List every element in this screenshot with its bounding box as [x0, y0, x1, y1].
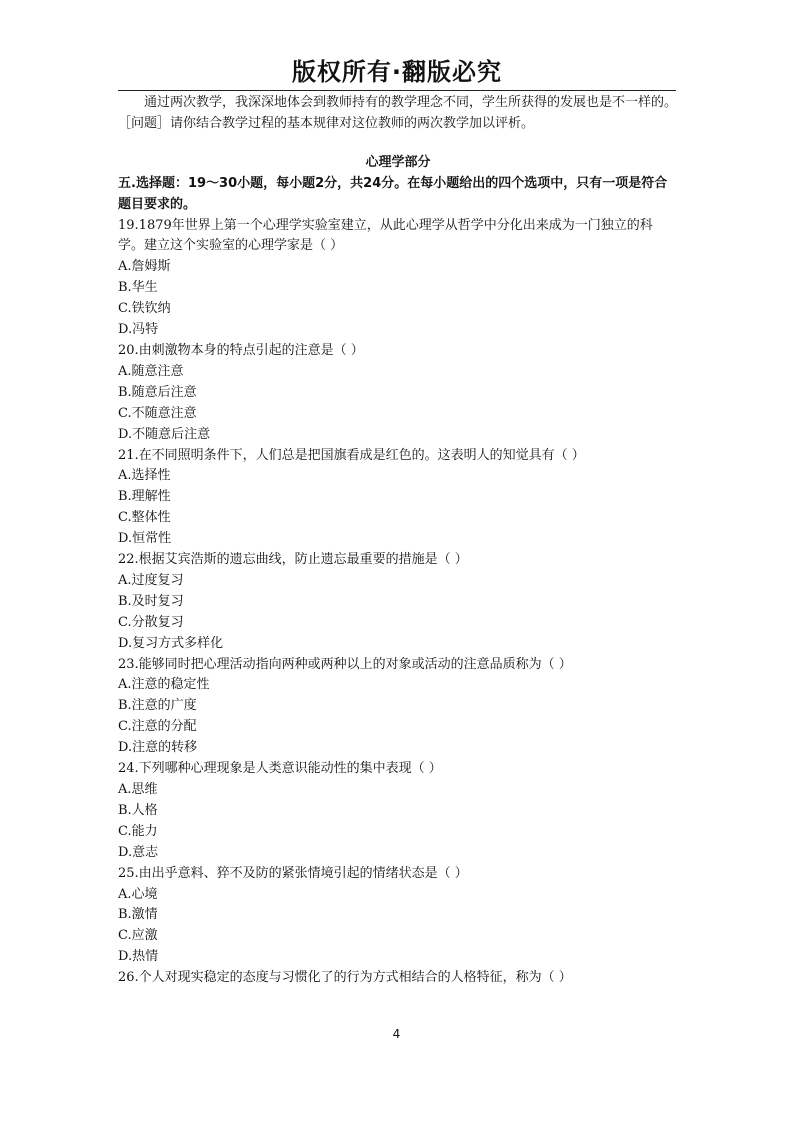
- question-option: C.铁钦纳: [118, 301, 171, 317]
- question-option: B.激情: [118, 907, 158, 923]
- question-option: C.能力: [118, 823, 158, 839]
- question-option: B.及时复习: [118, 593, 184, 609]
- question-option: D.注意的转移: [118, 740, 198, 756]
- question-option: A.注意的稳定性: [118, 677, 210, 693]
- question-option: C.不随意注意: [118, 405, 197, 421]
- question-option: B.理解性: [118, 489, 171, 505]
- question-option: A.随意注意: [118, 363, 184, 379]
- page-number: 4: [392, 1027, 401, 1041]
- question-option: A.詹姆斯: [118, 259, 171, 275]
- question-option: B.人格: [118, 802, 158, 818]
- question-stem: 24.下列哪种心理现象是人类意识能动性的集中表现（ ）: [118, 761, 442, 777]
- question-option: D.复习方式多样化: [118, 635, 224, 651]
- section-instruction: 五.选择题：19～30小题，每小题2分，共24分。在每小题给出的四个选项中，只有一项是符合题目要求的。: [118, 175, 668, 212]
- header-title: 版权所有·翻版必究: [291, 58, 503, 86]
- question-stem: 21.在不同照明条件下，人们总是把国旗看成是红色的。这表明人的知觉具有（ ）: [118, 447, 585, 463]
- question-option: B.华生: [118, 280, 158, 296]
- question-option: B.注意的广度: [118, 698, 197, 714]
- question-option: A.过度复习: [118, 572, 184, 588]
- question-option: D.意志: [118, 844, 159, 860]
- question-option: C.注意的分配: [118, 719, 197, 735]
- question-option: A.选择性: [118, 468, 171, 484]
- question-stem: 23.能够同时把心理活动指向两种或两种以上的对象或活动的注意品质称为（ ）: [118, 656, 572, 672]
- question-option: A.心境: [118, 886, 158, 902]
- question-option: C.应激: [118, 928, 158, 944]
- header-divider: [118, 90, 676, 91]
- intro-question: ［问题］请你结合教学过程的基本规律对这位教师的两次教学加以评析。: [118, 115, 535, 131]
- question-stem: 20.由刺激物本身的特点引起的注意是（ ）: [118, 342, 364, 358]
- page-content: [118, 93, 678, 989]
- question-stem: 22.根据艾宾浩斯的遗忘曲线，防止遗忘最重要的措施是（ ）: [118, 552, 468, 568]
- page-header: [118, 56, 676, 91]
- question-list: [118, 216, 678, 990]
- question-stem: 25.由出乎意料、猝不及防的紧张情境引起的情绪状态是（ ）: [118, 865, 468, 881]
- question-option: D.冯特: [118, 322, 159, 338]
- question-option: D.恒常性: [118, 531, 172, 547]
- question-option: D.不随意后注意: [118, 426, 211, 442]
- question-stem: 19.1879年世界上第一个心理学实验室建立，从此心理学从哲学中分化出来成为一门独立的科学。建立这个实验室的心理学家是（ ）: [118, 217, 653, 254]
- question-option: D.热情: [118, 949, 159, 965]
- intro-paragraph: 通过两次教学，我深深地体会到教师持有的教学理念不同，学生所获得的发展也是不一样的。: [144, 95, 678, 110]
- question-option: C.整体性: [118, 510, 171, 526]
- question-option: A.思维: [118, 782, 158, 797]
- question-stem: 26.个人对现实稳定的态度与习惯化了的行为方式相结合的人格特征，称为（ ）: [118, 970, 572, 986]
- question-option: B.随意后注意: [118, 384, 197, 400]
- question-option: C.分散复习: [118, 614, 184, 630]
- section-title: 心理学部分: [365, 154, 431, 170]
